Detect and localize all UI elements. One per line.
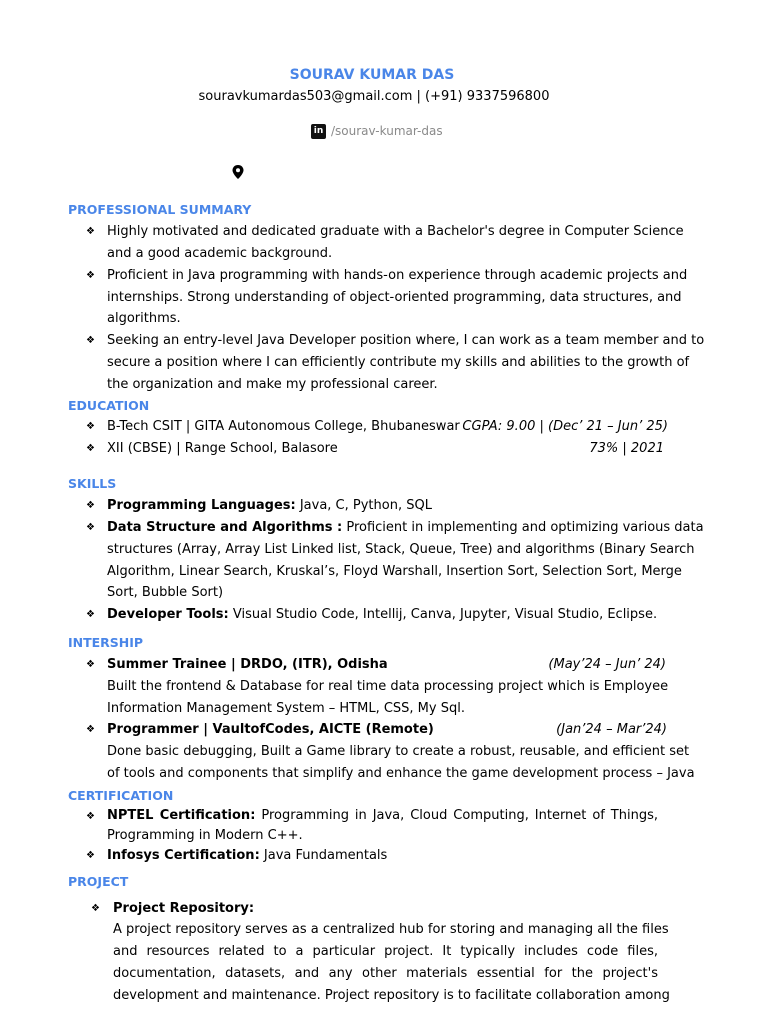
section-heading-internship: INTERSHIP: [68, 635, 144, 650]
linkedin-icon: in: [311, 124, 326, 139]
contact-info: souravkumardas503@gmail.com | (+91) 9337596800: [198, 89, 550, 104]
bullet-icon: ❖: [86, 522, 95, 533]
summary-line: and a good academic background.: [107, 246, 333, 261]
section-heading-education: EDUCATION: [68, 398, 150, 413]
certification-item: NPTEL Certification: Programming in Java, Cloud Computing, Internet of Things,: [107, 808, 658, 823]
section-heading-skills: SKILLS: [68, 476, 117, 491]
bullet-icon: ❖: [86, 609, 95, 620]
bullet-icon: ❖: [86, 850, 95, 861]
skill-item: Developer Tools: Visual Studio Code, Intellij, Canva, Jupyter, Visual Studio, Eclipse.: [107, 607, 658, 622]
education-entry: XII (CBSE) | Range School, Balasore: [107, 441, 338, 456]
summary-line: algorithms.: [107, 311, 181, 326]
location-pin-icon: [231, 164, 245, 180]
summary-line: internships. Strong understanding of object-oriented programming, data structures, and: [107, 290, 682, 305]
summary-line: the organization and make my professional career.: [107, 377, 438, 392]
project-line: A project repository serves as a centralized hub for storing and managing all the files: [113, 922, 669, 937]
certification-line: Programming in Modern C++.: [107, 828, 303, 843]
skill-line: Sort, Bubble Sort): [107, 585, 224, 600]
education-grade: 73% | 2021: [589, 441, 664, 456]
bullet-icon: ❖: [86, 421, 95, 432]
candidate-name: SOURAV KUMAR DAS: [289, 67, 455, 83]
project-line: development and maintenance. Project repository is to facilitate collaboration among: [113, 988, 670, 1003]
internship-date: (May’24 – Jun’ 24): [548, 657, 666, 672]
education-grade: CGPA: 9.00 | (Dec’ 21 – Jun’ 25): [462, 419, 668, 434]
section-heading-summary: PROFESSIONAL SUMMARY: [68, 202, 252, 217]
skill-item: Programming Languages: Java, C, Python, SQL: [107, 498, 432, 513]
internship-line: of tools and components that simplify and enhance the game development process – Java: [107, 766, 695, 781]
linkedin-link[interactable]: [311, 122, 443, 140]
summary-line: Seeking an entry-level Java Developer position where, I can work as a team member and to: [107, 333, 705, 348]
skill-line: structures (Array, Array List Linked list, Stack, Queue, Tree) and algorithms (Binary Search: [107, 542, 695, 557]
bullet-icon: ❖: [86, 811, 95, 822]
skill-line: Algorithm, Linear Search, Kruskal’s, Floyd Warshall, Insertion Sort, Selection Sort, Merge: [107, 564, 682, 579]
internship-line: Done basic debugging, Built a Game library to create a robust, reusable, and efficient set: [107, 744, 690, 759]
summary-line: secure a position where I can efficiently contribute my skills and abilities to the growth of: [107, 355, 690, 370]
bullet-icon: ❖: [86, 659, 95, 670]
summary-line: Proficient in Java programming with hands-on experience through academic projects and: [107, 268, 688, 283]
section-heading-project: PROJECT: [68, 874, 129, 889]
education-entry: B-Tech CSIT | GITA Autonomous College, Bhubaneswar: [107, 419, 460, 434]
project-title: Project Repository:: [113, 901, 255, 916]
bullet-icon: ❖: [86, 270, 95, 281]
internship-line: Information Management System – HTML, CSS, My Sql.: [107, 701, 465, 716]
internship-title: Summer Trainee | DRDO, (ITR), Odisha: [107, 657, 388, 672]
bullet-icon: ❖: [91, 903, 100, 914]
bullet-icon: ❖: [86, 500, 95, 511]
project-line: and resources related to a particular project. It typically includes code files,: [113, 944, 658, 959]
internship-title: Programmer | VaultofCodes, AICTE (Remote): [107, 722, 434, 737]
certification-item: Infosys Certification: Java Fundamentals: [107, 848, 388, 863]
bullet-icon: ❖: [86, 724, 95, 735]
skill-item: Data Structure and Algorithms : Proficient in implementing and optimizing various data: [107, 520, 704, 535]
project-line: documentation, datasets, and any other materials essential for the project's: [113, 966, 658, 981]
bullet-icon: ❖: [86, 443, 95, 454]
bullet-icon: ❖: [86, 335, 95, 346]
bullet-icon: ❖: [86, 226, 95, 237]
internship-line: Built the frontend & Database for real time data processing project which is Employee: [107, 679, 669, 694]
linkedin-handle: /sourav-kumar-das: [331, 124, 443, 138]
internship-date: (Jan’24 – Mar’24): [556, 722, 667, 737]
section-heading-certification: CERTIFICATION: [68, 788, 174, 803]
summary-line: Highly motivated and dedicated graduate with a Bachelor's degree in Computer Science: [107, 224, 684, 239]
